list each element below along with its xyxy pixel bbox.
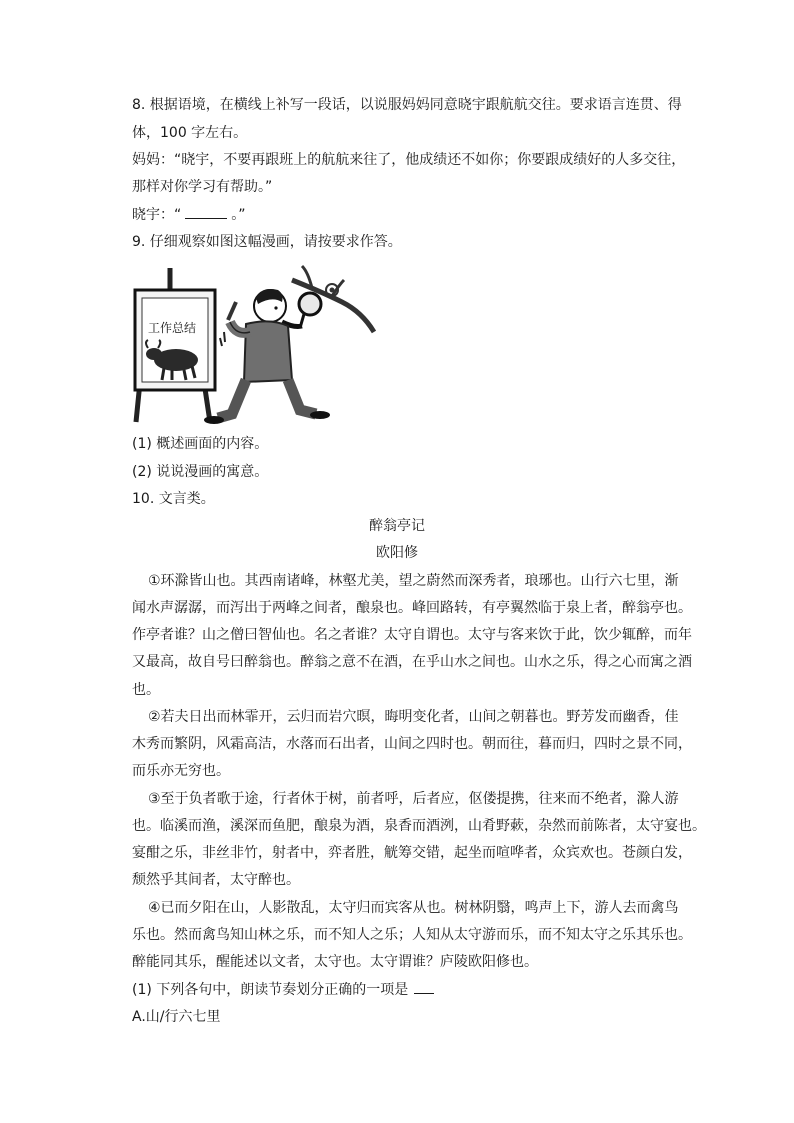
q9-title: 9. 仔细观察如图这幅漫画，请按要求作答。 — [132, 234, 402, 250]
essay-line: 也。临溪而渔，溪深而鱼肥，酿泉为酒，泉香而酒洌，山肴野蔌，杂然而前陈者，太守宴也。 — [132, 818, 706, 834]
essay-line: 也。 — [132, 682, 160, 698]
q9-sub2: (2) 说说漫画的寓意。 — [132, 464, 269, 480]
q10-option-a: A.山/行六七里 — [132, 1009, 221, 1025]
essay-line: 乐也。然而禽鸟知山林之乐，而不知人之乐；人知从太守游而乐，而不知太守之乐其乐也。 — [132, 927, 692, 943]
essay-line: 闻水声潺潺，而泻出于两峰之间者，酿泉也。峰回路转，有亭翼然临于泉上者，醉翁亭也。 — [132, 600, 692, 616]
essay-line: ④已而夕阳在山，人影散乱，太守归而宾客从也。树林阴翳，鸣声上下，游人去而禽鸟 — [148, 900, 679, 916]
q10-sub1 — [132, 980, 434, 1000]
man-body — [244, 321, 292, 382]
q8-mom-line1: 妈妈：“晓宇，不要再跟班上的航航来往了，他成绩还不如你；你要跟成绩好的人多交往， — [132, 152, 686, 168]
paintbrush-icon — [228, 302, 236, 320]
cartoon-image — [132, 262, 376, 428]
essay-line: 醉能同其乐，醒能述以文者，太守也。太守谓谁？庐陵欧阳修也。 — [132, 954, 538, 970]
essay-line: ③至于负者歌于途，行者休于树，前者呼，后者应，伛偻提携，往来而不绝者，滁人游 — [148, 791, 679, 807]
q8-prompt-line1: 8. 根据语境，在横线上补写一段话，以说服妈妈同意晓宇跟航航交往。要求语言连贯、得 — [132, 97, 682, 113]
q8-prompt-line2: 体，100 字左右。 — [132, 125, 248, 141]
q10-sub1-text: (1) 下列各句中，朗读节奏划分正确的一项是 — [132, 982, 409, 998]
answer-blank[interactable] — [414, 981, 434, 994]
q9-sub1: (1) 概述画面的内容。 — [132, 436, 269, 452]
answer-blank[interactable] — [185, 206, 227, 219]
ox-head — [146, 348, 162, 360]
man-legs — [218, 380, 246, 418]
magnifier-icon — [299, 293, 321, 315]
q10-title: 10. 文言类。 — [132, 491, 215, 507]
essay-author: 欧阳修 — [376, 545, 418, 561]
essay-title: 醉翁亭记 — [369, 518, 425, 534]
essay-line: 作亭者谁？山之僧曰智仙也。名之者谁？太守自谓也。太守与客来饮于此，饮少辄醉，而年 — [132, 627, 692, 643]
q8-mom-line2: 那样对你学习有帮助。” — [132, 179, 273, 195]
essay-line: 宴酣之乐，非丝非竹，射者中，弈者胜，觥筹交错，起坐而喧哗者，众宾欢也。苍颜白发， — [132, 845, 692, 861]
essay-line: ①环滁皆山也。其西南诸峰，林壑尤美，望之蔚然而深秀者，琅琊也。山行六七里，渐 — [148, 573, 679, 589]
essay-line: ②若夫日出而林霏开，云归而岩穴暝，晦明变化者，山间之朝暮也。野芳发而幽香，佳 — [148, 709, 679, 725]
q8-xiaoyu-prefix: 晓宇：“ — [132, 207, 182, 223]
q8-xiaoyu-suffix: 。” — [231, 207, 246, 223]
essay-line: 颓然乎其间者，太守醉也。 — [132, 872, 300, 888]
essay-line: 木秀而繁阴，风霜高洁，水落而石出者，山间之四时也。朝而往，暮而归，四时之景不同， — [132, 736, 692, 752]
essay-line: 又最高，故自号曰醉翁也。醉翁之意不在酒，在乎山水之间也。山水之乐，得之心而寓之酒 — [132, 654, 692, 670]
board-label: 工作总结 — [148, 321, 197, 335]
essay-line: 而乐亦无穷也。 — [132, 763, 230, 779]
q8-xiaoyu-line — [132, 205, 246, 225]
